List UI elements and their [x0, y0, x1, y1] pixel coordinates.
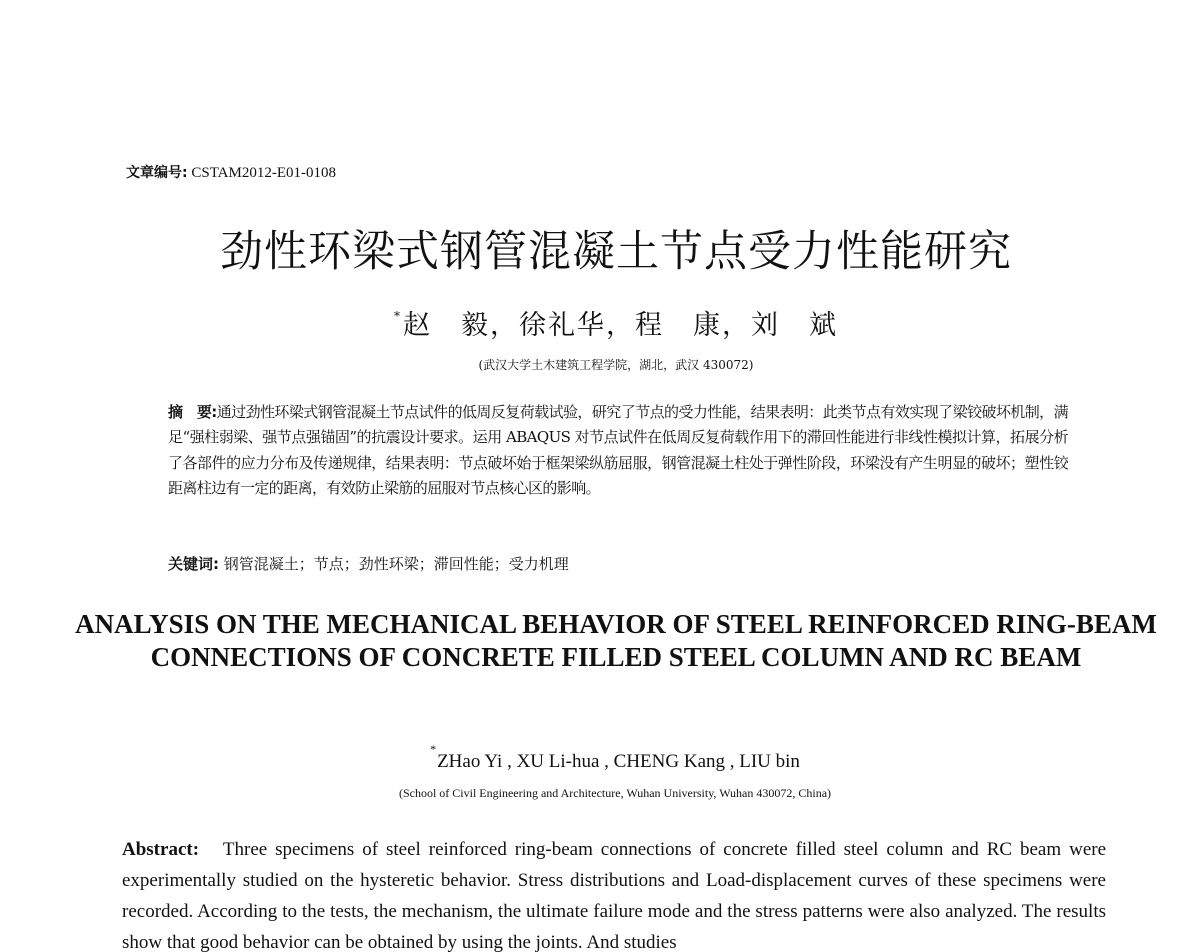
english-abstract [122, 834, 1106, 952]
chinese-authors [0, 303, 1200, 342]
corresponding-author-mark-en: * [430, 742, 437, 756]
english-title: ANALYSIS ON THE MECHANICAL BEHAVIOR OF STEEL REINFORCED RING-BEAM CONNECTIONS OF CONCRETE FILLED STEEL COLUMN AND RC BEAM [75, 609, 1157, 672]
chinese-title: 劲性环梁式钢管混凝土节点受力性能研究 [220, 227, 1012, 277]
english-abstract-text: Three specimens of steel reinforced ring-beam connections of concrete filled steel column and RC beam were experimentally studied on the hysteretic behavior. Stress distributions and Load-displacement curves of these specimens were recorded. According to the tests, the mechanism, the ultimate failure mode and the stress patterns were also analyzed. The results show that good behavior can be obtained by using the joints. And studies [122, 839, 1107, 952]
english-authors [0, 742, 1200, 773]
article-number-label: 文章编号: [126, 165, 188, 181]
chinese-author-list: 赵 毅，徐礼华，程 康，刘 斌 [403, 310, 838, 341]
chinese-keywords-text: 钢管混凝土；节点；劲性环梁；滞回性能；受力机理 [223, 555, 569, 573]
english-abstract-label: Abstract: [122, 839, 200, 860]
english-author-list: ZHao Yi , XU Li-hua , CHENG Kang , LIU bin [437, 751, 800, 772]
chinese-abstract [168, 400, 1068, 502]
chinese-abstract-label: 摘 要: [168, 403, 217, 421]
chinese-affiliation: (武汉大学土木建筑工程学院，湖北，武汉 430072) [478, 358, 754, 372]
article-number [126, 162, 336, 182]
chinese-keywords-label: 关键词: [168, 555, 219, 573]
article-number-value: CSTAM2012-E01-0108 [191, 165, 336, 181]
corresponding-author-mark: * [394, 309, 402, 323]
chinese-keywords [168, 553, 569, 574]
chinese-abstract-text: 通过劲性环梁式钢管混凝土节点试件的低周反复荷载试验，研究了节点的受力性能，结果表明：此类节点有效实现了梁铰破坏机制，满足“强柱弱梁、强节点强锚固”的抗震设计要求。运用 ABAQUS 对节点试件在低周反复荷载作用下的滞回性能进行非线性模拟计算，拓展分析了各部件的应力分布及传递规律，结果表明：节点破坏始于框架梁纵筋屈服，钢管混凝土柱处于弹性阶段，环梁没有产生明显的破坏；塑性铰距离柱边有一定的距离，有效防止梁筋的屈服对节点核心区的影响。 [168, 403, 1068, 498]
english-affiliation: (School of Civil Engineering and Architecture, Wuhan University, Wuhan 430072, China) [398, 786, 832, 800]
